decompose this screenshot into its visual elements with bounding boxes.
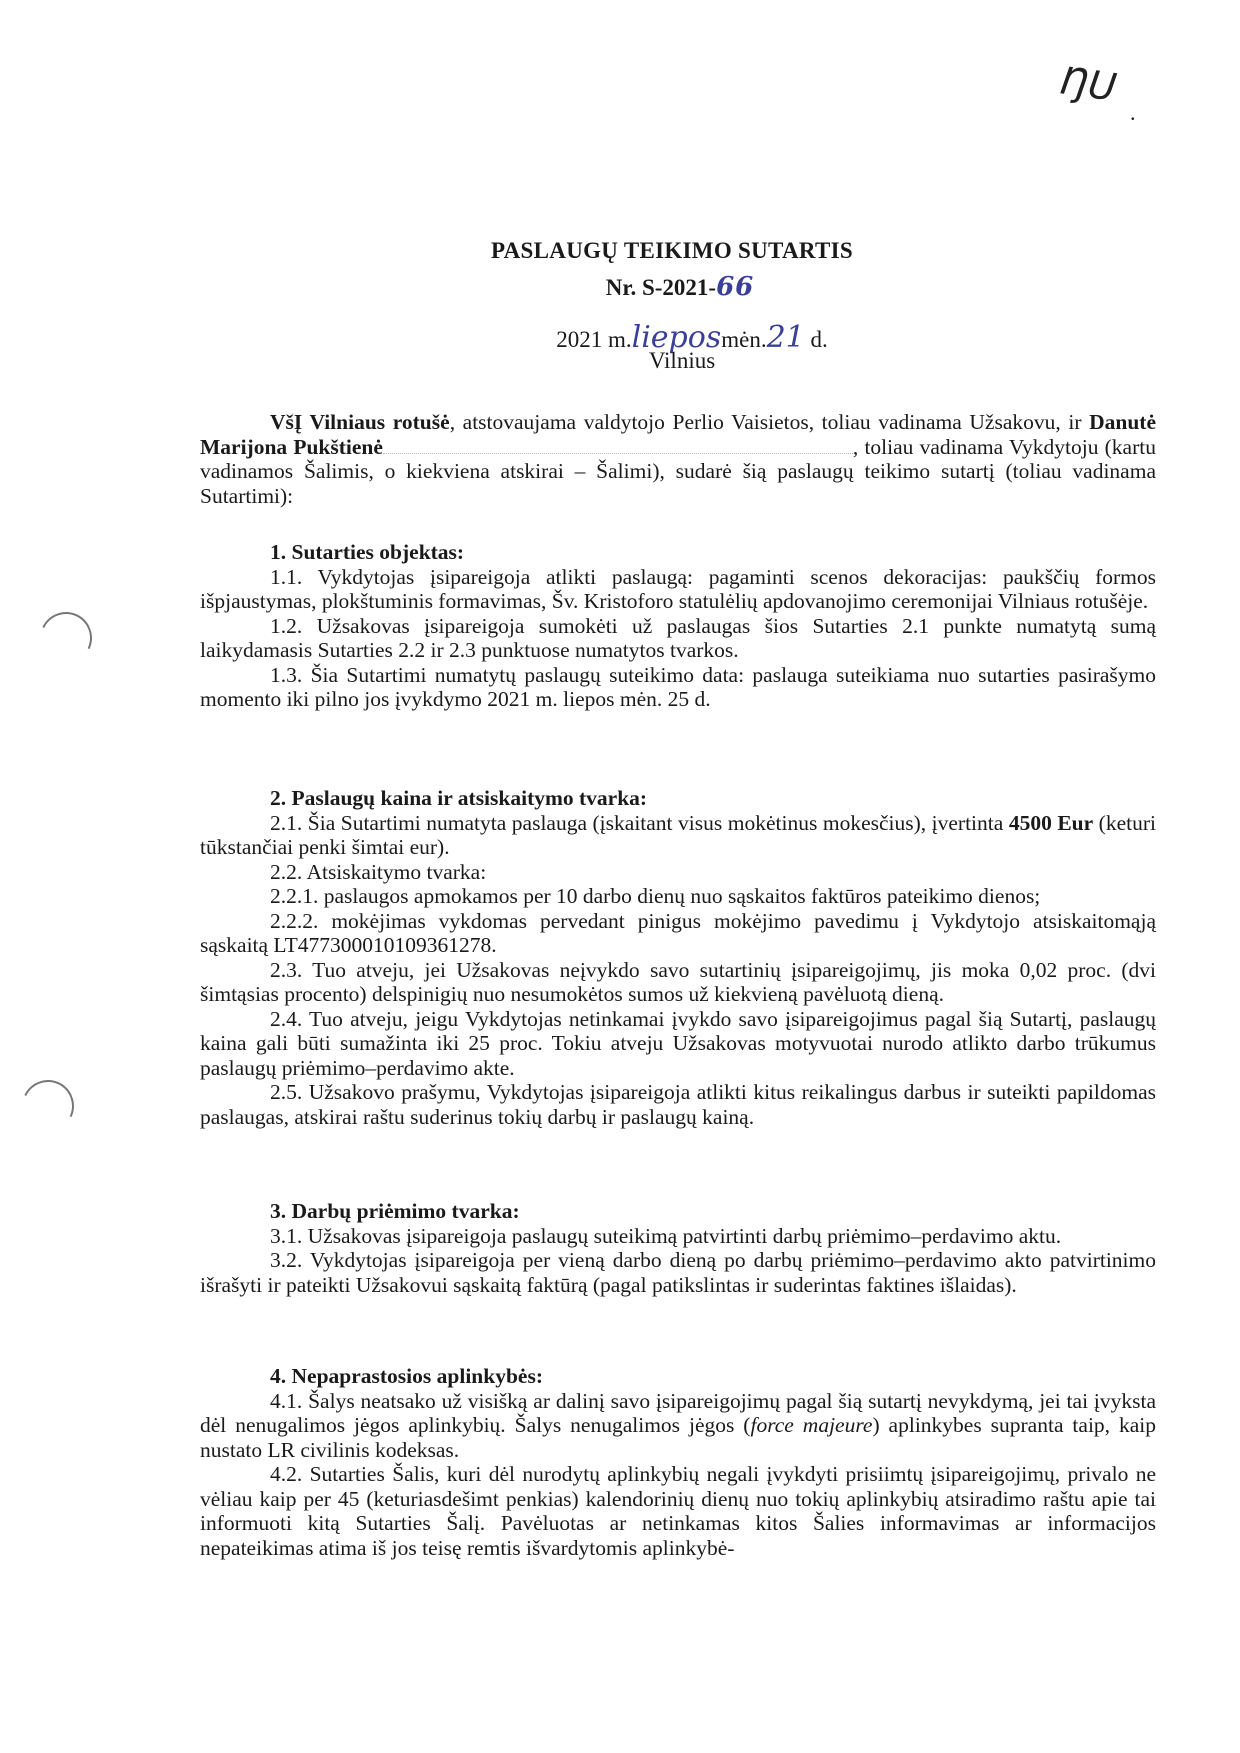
section-1 (200, 540, 1156, 712)
punch-hole-mark (15, 1073, 82, 1140)
clause-2-1 (200, 811, 1156, 860)
contract-number-prefix: Nr. S-2021- (605, 275, 717, 300)
clause-2-4: 2.4. Tuo atveju, jeigu Vykdytojas netinkamai įvykdo savo įsipareigojimus pagal šią Sutartį, paslaugų kaina gali būti sumažinta iki 25 proc. Tokiu atveju Užsakovas motyvuotai nurodo atlikto darbo trūkumus paslaugų priėmimo–perdavimo akte. (200, 1006, 1156, 1080)
price-amount: 4500 Eur (1008, 810, 1094, 835)
date-year: 2021 m. (556, 327, 632, 352)
date-day-handwritten: 21 (766, 320, 805, 355)
clause-4-1 (200, 1389, 1156, 1463)
section-2 (200, 786, 1156, 1129)
clause-1-2: 1.2. Užsakovas įsipareigoja sumokėti už paslaugas šios Sutarties 2.1 punkte numatytą sumą laikydamasis Sutarties 2.2 ir 2.3 punktuose numatytos tvarkos. (200, 613, 1156, 662)
force-majeure-term: force majeure (750, 1413, 873, 1437)
clause-4-1-end: ) aplinkybes supranta taip, kaip nustato LR civilinis kodeksas. (200, 1413, 1156, 1462)
handwritten-initials: ŊU (1057, 58, 1120, 110)
initials-dot: . (1130, 100, 1136, 125)
contract-city: Vilnius (648, 348, 716, 373)
clause-3-1: 3.1. Užsakovas įsipareigoja paslaugų suteikimą patvirtinti darbų priėmimo–perdavimo aktu. (270, 1223, 1062, 1248)
redacted-area (383, 439, 853, 454)
date-month-handwritten: liepos (631, 320, 722, 355)
clause-2-2: 2.2. Atsiskaitymo tvarka: (270, 859, 487, 884)
clause-2-1-text: 2.1. Šia Sutartimi numatyta paslauga (įskaitant visus mokėtinus mokesčius), įvertinta (270, 810, 1009, 835)
date-day-suffix: d. (810, 327, 828, 352)
clause-2-3: 2.3. Tuo atveju, jei Užsakovas neįvykdo savo sutartinių įsipareigojimų, jis moka 0,02 proc. (dvi šimtąsias procento) delspinigių nuo nesumokėtos sumos už kiekvieną pavėluotą dieną. (200, 957, 1156, 1006)
section-4 (200, 1364, 1156, 1560)
clause-1-1: 1.1. Vykdytojas įsipareigoja atlikti paslaugą: pagaminti scenos dekoracijas: paukščių formos išpjaustymas, plokštuminis formavimas, Šv. Kristoforo statulėlių apdovanojimo ceremonijai Vilniaus rotušėje. (200, 564, 1156, 613)
section-3 (200, 1199, 1156, 1297)
clause-2-2-2: 2.2.2. mokėjimas vykdomas pervedant pinigus mokėjimo pavedimu į Vykdytojo atsiskaitomąją sąskaitą LT477300010109361278. (200, 908, 1156, 957)
section-2-heading: 2. Paslaugų kaina ir atsiskaitymo tvarka: (270, 786, 648, 810)
clause-4-1-text: 4.1. Šalys neatsako už visišką ar dalinį savo įsipareigojimų pagal šią sutartį nevykdymą, jei tai įvyksta dėl nenugalimos jėgos aplinkybių. Šalys nenugalimos jėgos ( (200, 1388, 1156, 1437)
section-1-heading: 1. Sutarties objektas: (270, 540, 465, 564)
clause-3-2: 3.2. Vykdytojas įsipareigoja per vieną darbo dieną po darbų priėmimo–perdavimo akto patvirtinimo išrašyti ir pateikti Užsakovui sąskaitą faktūrą (pagal patikslintas ir suderintas faktines išlaidas). (200, 1248, 1156, 1297)
clause-2-5: 2.5. Užsakovo prašymu, Vykdytojas įsipareigoja atlikti kitus reikalingus darbus ir suteikti papildomas paslaugas, atskirai raštu suderinus tokių darbų ir paslaugų kainą. (200, 1080, 1156, 1129)
party1-name: VšĮ Vilniaus rotušė (270, 410, 450, 434)
intro-paragraph (200, 410, 1156, 508)
party2-description: , toliau vadinama Vykdytoju (kartu vadinamos Šalimis, o kiekviena atskirai – Šalimi), sudarė šią paslaugų teikimo sutartį (toliau vadinama Sutartimi): (200, 434, 1156, 508)
clause-2-2-1: 2.2.1. paslaugos apmokamos per 10 darbo dienų nuo sąskaitos faktūros pateikimo dienos; (270, 884, 1041, 908)
clause-4-2: 4.2. Sutarties Šalis, kuri dėl nurodytų aplinkybių negali įvykdyti prisiimtų įsipareigojimų, privalo ne vėliau kaip per 45 (keturiasdešimt penkias) kalendorinių dienų nuo tokių aplinkybių atsiradimo raštu apie tai informuoti kitą Sutarties Šalį. Pavėluotas ar netinkamas kitos Šalies informavimas ar informacijos nepateikimas atima iš jos teisę remtis išvardytomis aplinkybė- (200, 1462, 1156, 1560)
party1-description: , atstovaujama valdytojo Perlio Vaisietos, toliau vadinama Užsakovu, ir (449, 410, 1082, 434)
date-month-suffix: mėn. (721, 327, 767, 352)
section-4-heading: 4. Nepaprastosios aplinkybės: (270, 1364, 543, 1388)
clause-2-1-words: (keturi tūkstančiai penki šimtai eur). (200, 810, 1156, 859)
punch-hole-mark (33, 605, 100, 672)
contract-title: PASLAUGŲ TEIKIMO SUTARTIS (491, 238, 853, 263)
contract-number-handwritten: 66 (716, 272, 755, 302)
section-3-heading: 3. Darbų priėmimo tvarka: (270, 1199, 520, 1223)
clause-1-3: 1.3. Šia Sutartimi numatytų paslaugų suteikimo data: paslauga suteikiama nuo sutarties pasirašymo momento iki pilno jos įvykdymo 2021 m. liepos mėn. 25 d. (200, 662, 1156, 711)
party2-name: Danutė Marijona Pukštienė (200, 410, 1157, 459)
contract-number (60, 272, 1240, 302)
